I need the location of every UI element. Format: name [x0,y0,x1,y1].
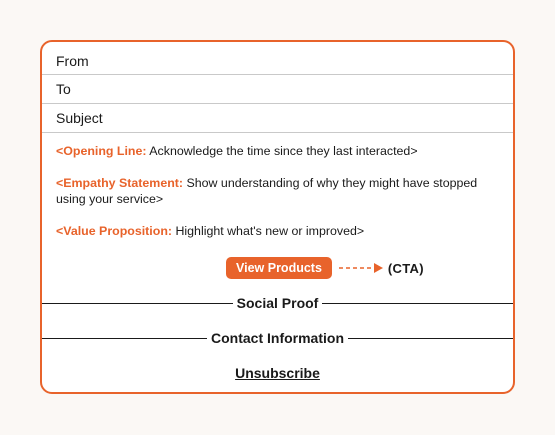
cta-annotation: (CTA) [387,260,424,276]
divider-line-left [42,303,233,304]
opening-line-text: Acknowledge the time since they last interacted> [146,144,418,158]
divider-line-left [42,338,207,339]
email-body [42,133,513,239]
empathy-statement [56,175,499,207]
value-proposition-text: Highlight what's new or improved> [172,224,365,238]
view-products-button[interactable]: View Products [226,257,332,279]
empathy-statement-label: <Empathy Statement: [56,176,184,190]
divider-line-right [348,338,513,339]
from-label: From [56,53,89,69]
opening-line-label: <Opening Line: [56,144,147,158]
contact-information-divider [42,330,513,346]
subject-label: Subject [56,110,103,126]
subject-row [42,104,513,133]
dashed-arrow-icon [338,261,384,275]
email-template-card [40,40,515,394]
social-proof-divider [42,295,513,311]
cta-row [226,257,424,279]
value-proposition-label: <Value Proposition: [56,224,173,238]
to-row [42,75,513,104]
opening-line [56,143,499,159]
contact-information-label: Contact Information [211,330,344,346]
social-proof-label: Social Proof [236,295,319,311]
empathy-statement-text: Show understanding of why they might have stopped using your service> [56,176,478,206]
unsubscribe-link[interactable]: Unsubscribe [235,365,320,381]
from-row [42,42,513,75]
divider-line-right [322,303,513,304]
to-label: To [56,81,71,97]
value-proposition [56,223,499,239]
